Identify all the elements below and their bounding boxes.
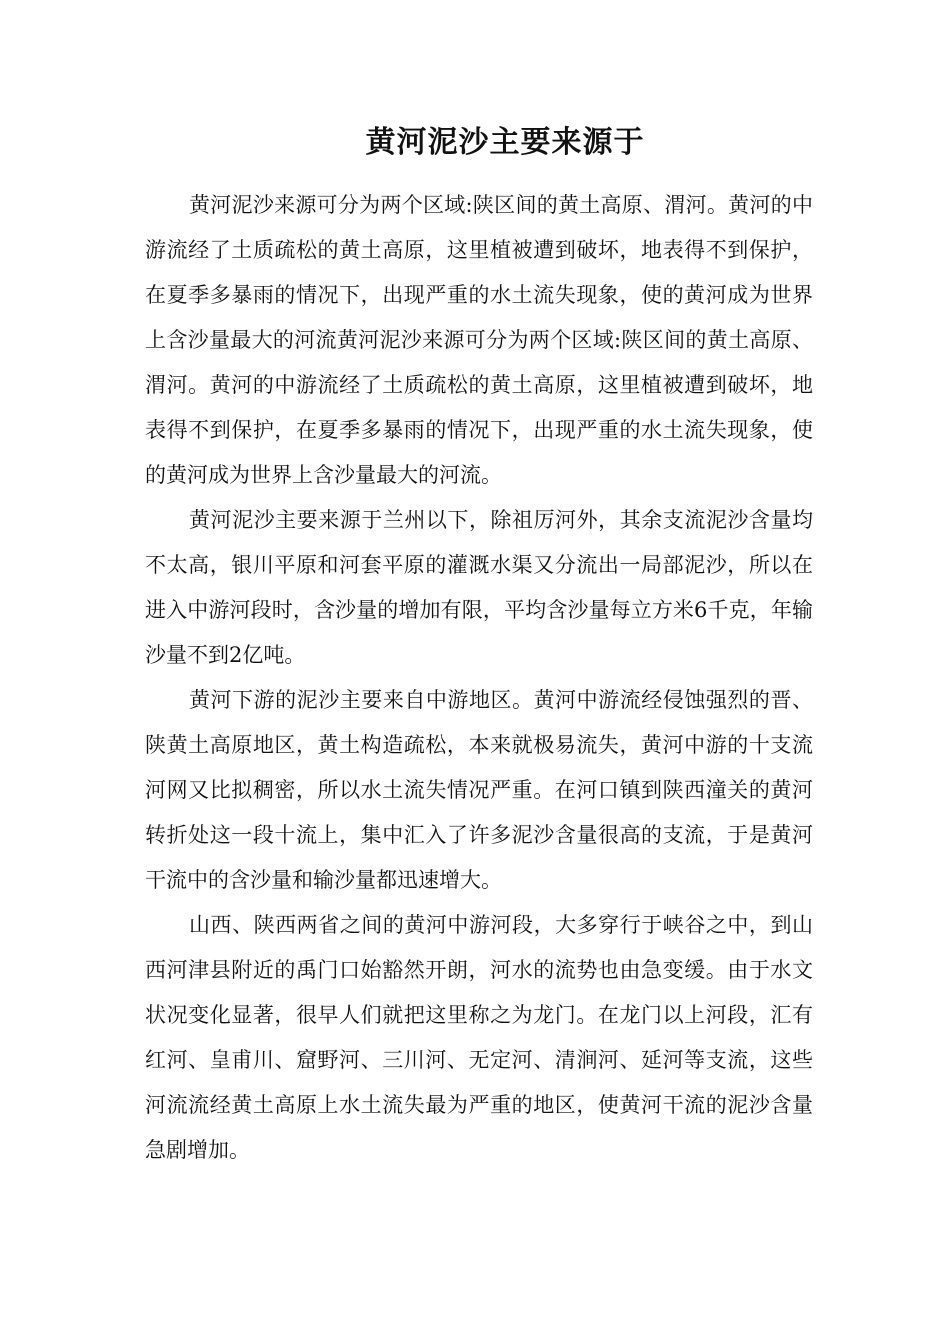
- paragraph-3: 黄河下游的泥沙主要来自中游地区。黄河中游流经侵蚀强烈的晋、陕黄土高原地区，黄土构造疏松，本来就极易流失，黄河中游的十支流河网又比拟稠密，所以水土流失情况严重。在河口镇到陕西潼关的黄河转折处这一段十流上，集中汇入了许多泥沙含量很高的支流，于是黄河干流中的含沙量和输沙量都迅速增大。: [145, 688, 813, 892]
- document-title: 黄河泥沙主要来源于: [365, 125, 645, 160]
- document-body: [145, 183, 813, 1173]
- paragraph-2: 黄河泥沙主要来源于兰州以下，除祖厉河外，其余支流泥沙含量均不太高，银川平原和河套平原的灌溉水渠又分流出一局部泥沙，所以在进入中游河段时，含沙量的增加有限，平均含沙量每立方米6千克，年输沙量不到2亿吨。: [145, 508, 813, 667]
- paragraph-4: 山西、陕西两省之间的黄河中游河段，大多穿行于峡谷之中，到山西河津县附近的禹门口始豁然开朗，河水的流势也由急变缓。由于水文状况变化显著，很早人们就把这里称之为龙门。在龙门以上河段，汇有红河、皇甫川、窟野河、三川河、无定河、清涧河、延河等支流，这些河流流经黄土高原上水土流失最为严重的地区，使黄河干流的泥沙含量急剧增加。: [145, 913, 813, 1162]
- paragraph-1: 黄河泥沙来源可分为两个区域:陕区间的黄土高原、渭河。黄河的中游流经了土质疏松的黄土高原，这里植被遭到破坏，地表得不到保护，在夏季多暴雨的情况下，出现严重的水土流失现象，使的黄河成为世界上含沙量最大的河流黄河泥沙来源可分为两个区域:陕区间的黄土高原、渭河。黄河的中游流经了土质疏松的黄土高原，这里植被遭到破坏，地表得不到保护，在夏季多暴雨的情况下，出现严重的水土流失现象，使的黄河成为世界上含沙量最大的河流。: [145, 193, 813, 487]
